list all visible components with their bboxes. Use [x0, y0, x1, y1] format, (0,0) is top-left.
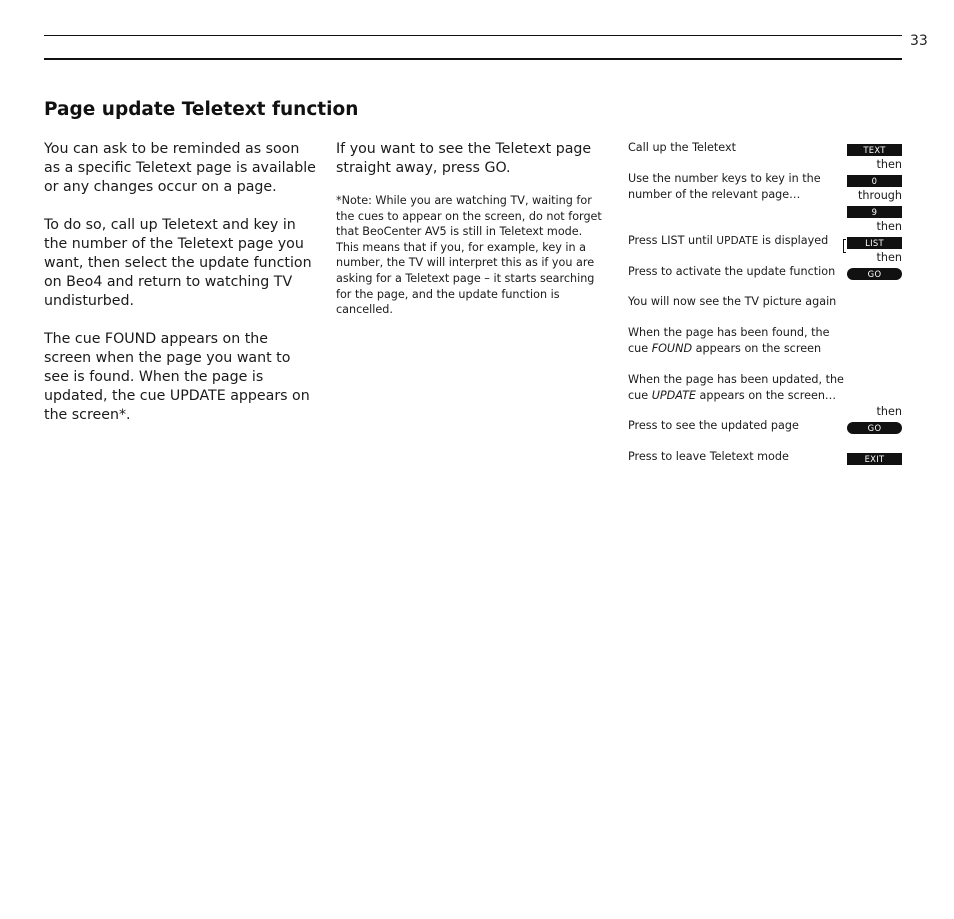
exit-key[interactable]: EXIT: [847, 453, 902, 465]
header-rule-top: [44, 35, 902, 36]
connector-then-2: then: [876, 220, 902, 233]
step-found-end: appears on the screen: [692, 341, 822, 355]
go-key[interactable]: GO: [847, 268, 902, 280]
step-press-list-start: Press LIST until: [628, 234, 717, 247]
go-paragraph: If you want to see the Teletext page straight away, press GO.: [336, 141, 592, 176]
intro-paragraph-3: The cue FOUND appears on the screen when the page you want to see is found. When the page is updated, the cue UPDATE appears on the screen*.: [44, 331, 310, 423]
note-paragraph: *Note: While you are watching TV, waiting for the cues to appear on the screen, do not forget that BeoCenter AV5 is still in Teletext mode. This means that if you, for example, key in a number, the TV will interpret this as if you are asking for a Teletext page – it starts searching for the page, and the update function is cancelled.: [336, 194, 602, 317]
step-press-list-end: is displayed: [758, 234, 829, 247]
step-activate: Press to activate the update function: [628, 265, 836, 278]
page-title: Page update Teletext function: [44, 99, 359, 120]
found-cue-text: FOUND: [651, 341, 693, 355]
go-key-2[interactable]: GO: [847, 422, 902, 434]
zero-key[interactable]: 0: [847, 175, 902, 187]
step-press-list: [628, 233, 850, 250]
update-cue-text: UPDATE: [651, 388, 696, 402]
connector-then-1: then: [876, 158, 902, 171]
step-updated-end: appears on the screen…: [695, 388, 837, 402]
connector-then-4: then: [876, 405, 902, 418]
step-number-keys: Use the number keys to key in the number of the relevant page…: [628, 172, 821, 201]
list-cursor-mark: [843, 239, 846, 253]
step-tv-again: You will now see the TV picture again: [628, 295, 837, 308]
list-key[interactable]: LIST: [847, 237, 902, 249]
nine-key[interactable]: 9: [847, 206, 902, 218]
connector-then-3: then: [876, 251, 902, 264]
step-call-up: Call up the Teletext: [628, 141, 736, 154]
intro-column: [44, 140, 319, 444]
step-updated: [628, 372, 850, 403]
page-number: 33: [910, 33, 928, 49]
intro-paragraph-1: You can ask to be reminded as soon as a specific Teletext page is available or any changes occur on a page.: [44, 141, 316, 195]
note-column: [336, 140, 608, 318]
text-key[interactable]: TEXT: [847, 144, 902, 156]
header-rule-bottom: [44, 58, 902, 60]
step-updated-start: When the page has been updated, the cue: [628, 373, 844, 402]
step-leave: Press to leave Teletext mode: [628, 450, 789, 463]
step-found-start: When the page has been found, the cue: [628, 326, 830, 355]
intro-paragraph-2: To do so, call up Teletext and key in the number of the Teletext page you want, then select the update function on Beo4 and return to watching TV undisturbed.: [44, 217, 312, 309]
step-see-updated: Press to see the updated page: [628, 419, 799, 432]
step-found: [628, 325, 850, 356]
update-display-text: UPDATE: [716, 235, 759, 247]
connector-through: through: [858, 189, 902, 202]
